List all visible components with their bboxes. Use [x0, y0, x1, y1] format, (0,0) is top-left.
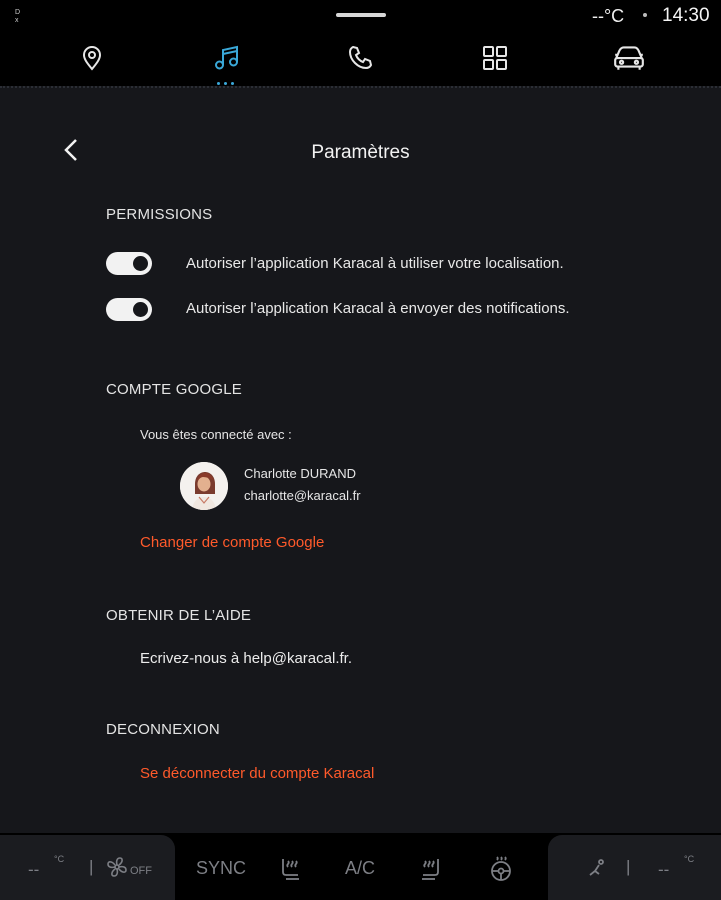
air-distribution-icon[interactable] — [585, 858, 607, 880]
separator-dot — [643, 13, 647, 17]
logout-link[interactable]: Se déconnecter du compte Karacal — [140, 765, 375, 782]
page-title: Paramètres — [311, 142, 410, 163]
fan-off-label: OFF — [130, 865, 152, 877]
notifications-permission-toggle[interactable] — [106, 298, 152, 321]
seat-heater-right-icon[interactable] — [418, 856, 444, 882]
nav-apps[interactable] — [460, 30, 530, 86]
fan-control[interactable] — [106, 856, 158, 882]
nav-media[interactable] — [192, 30, 262, 86]
music-note-icon — [213, 44, 241, 72]
help-text: Ecrivez-nous à help@karacal.fr. — [140, 650, 352, 667]
svg-text:D: D — [15, 9, 21, 16]
climate-right-panel — [548, 835, 721, 900]
drive-mode-icon — [14, 6, 26, 24]
right-divider: | — [626, 857, 631, 876]
sync-button[interactable]: SYNC — [196, 858, 247, 878]
connected-label: Vous êtes connecté avec : — [140, 427, 292, 442]
outside-temperature: --°C — [592, 6, 625, 26]
svg-text:x: x — [15, 17, 19, 24]
user-name: Charlotte DURAND — [244, 466, 356, 481]
clock: 14:30 — [662, 5, 710, 26]
ac-button[interactable]: A/C — [345, 858, 376, 878]
status-bar — [0, 0, 721, 30]
location-permission-label: Autoriser l’application Karacal à utiliser votre localisation. — [186, 255, 564, 272]
nav-vehicle[interactable] — [594, 30, 664, 86]
location-pin-icon — [78, 44, 106, 72]
apps-grid-icon — [481, 44, 509, 72]
phone-icon — [346, 44, 374, 72]
section-google-heading: COMPTE GOOGLE — [106, 381, 242, 398]
notifications-permission-label: Autoriser l’application Karacal à envoyer des notifications. — [186, 300, 570, 317]
steering-wheel-heater-icon[interactable] — [487, 855, 515, 883]
left-temperature[interactable]: -- — [28, 860, 40, 879]
fan-icon — [106, 856, 128, 878]
location-permission-toggle[interactable] — [106, 252, 152, 275]
nav-phone[interactable] — [325, 30, 395, 86]
user-email: charlotte@karacal.fr — [244, 488, 361, 503]
avatar — [180, 462, 228, 510]
seat-heater-left-icon[interactable] — [277, 856, 303, 882]
nav-divider — [0, 86, 721, 88]
section-help-heading: OBTENIR DE L’AIDE — [106, 607, 252, 624]
right-temperature[interactable]: -- — [658, 860, 670, 879]
nav-navigation[interactable] — [57, 30, 127, 86]
active-tab-indicator — [217, 82, 234, 85]
user-portrait-icon — [180, 462, 228, 510]
section-logout-heading: DECONNEXION — [106, 721, 220, 738]
left-divider: | — [89, 857, 94, 876]
right-temperature-unit: °C — [684, 854, 695, 864]
car-icon — [612, 43, 646, 73]
section-permissions-heading: PERMISSIONS — [106, 206, 213, 223]
left-temperature-unit: °C — [54, 854, 65, 864]
change-google-account-link[interactable]: Changer de compte Google — [140, 534, 325, 551]
notification-handle[interactable] — [336, 13, 386, 17]
top-navigation — [0, 30, 721, 86]
